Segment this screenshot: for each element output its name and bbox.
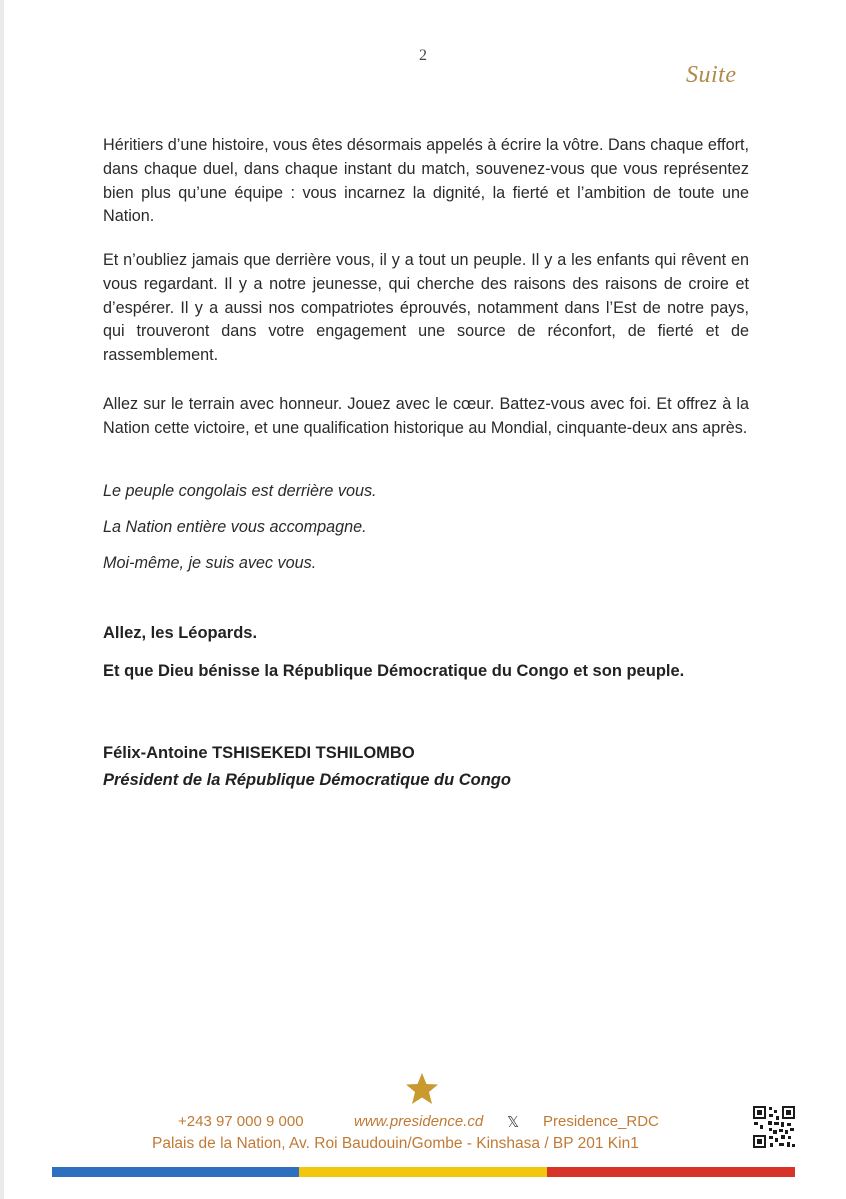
footer-social-handle[interactable]: Presidence_RDC: [543, 1113, 659, 1130]
footer-website-link[interactable]: www.presidence.cd: [354, 1113, 484, 1130]
flag-color-bar: [52, 1167, 795, 1177]
italic-line-3: Moi-même, je suis avec vous.: [103, 554, 317, 572]
closing-line-1: Allez, les Léopards.: [103, 624, 258, 642]
flag-bar-yellow: [299, 1167, 546, 1177]
closing-line-2: Et que Dieu bénisse la République Démocratique du Congo et son peuple.: [103, 662, 685, 680]
italic-line-2: La Nation entière vous accompagne.: [103, 518, 367, 536]
qr-code-icon[interactable]: [752, 1105, 796, 1149]
footer-phone[interactable]: +243 97 000 9 000: [178, 1113, 304, 1130]
footer-address: Palais de la Nation, Av. Roi Baudouin/Gombe - Kinshasa / BP 201 Kin1: [152, 1135, 639, 1152]
star-icon: [405, 1072, 439, 1106]
flag-bar-red: [547, 1167, 795, 1177]
page-number: 2: [419, 47, 427, 64]
flag-bar-blue: [52, 1167, 299, 1177]
paragraph-3: Allez sur le terrain avec honneur. Jouez avec le cœur. Battez-vous avec foi. Et offrez à la Nation cette victoire, et une qualification historique au Mondial, cinquante-deux ans après.: [103, 395, 749, 437]
continuation-mark: Suite: [686, 62, 737, 88]
signature-name: Félix-Antoine TSHISEKEDI TSHILOMBO: [103, 744, 415, 762]
italic-line-1: Le peuple congolais est derrière vous.: [103, 482, 377, 500]
paragraph-1: Héritiers d’une histoire, vous êtes désormais appelés à écrire la vôtre. Dans chaque effort, dans chaque duel, dans chaque instant du match, souvenez-vous que vous représentez bien plus qu’une équipe : vous incarnez la dignité, la fierté et l’ambition de toute une Nation.: [103, 136, 749, 226]
x-logo-icon: 𝕏: [507, 1114, 520, 1131]
paragraph-2: Et n’oubliez jamais que derrière vous, il y a tout un peuple. Il y a les enfants qui rêvent en vous regardant. Il y a notre jeunesse, qui cherche des raisons des raisons de croire et d’espérer. Il y a aussi nos compatriotes éprouvés, notamment dans l’Est de notre pays, qui trouveront dans votre engagement une source de réconfort, de fierté et de rassemblement.: [103, 251, 749, 365]
signature-title: Président de la République Démocratique du Congo: [103, 771, 511, 789]
page-edge-shadow: [0, 0, 4, 1199]
